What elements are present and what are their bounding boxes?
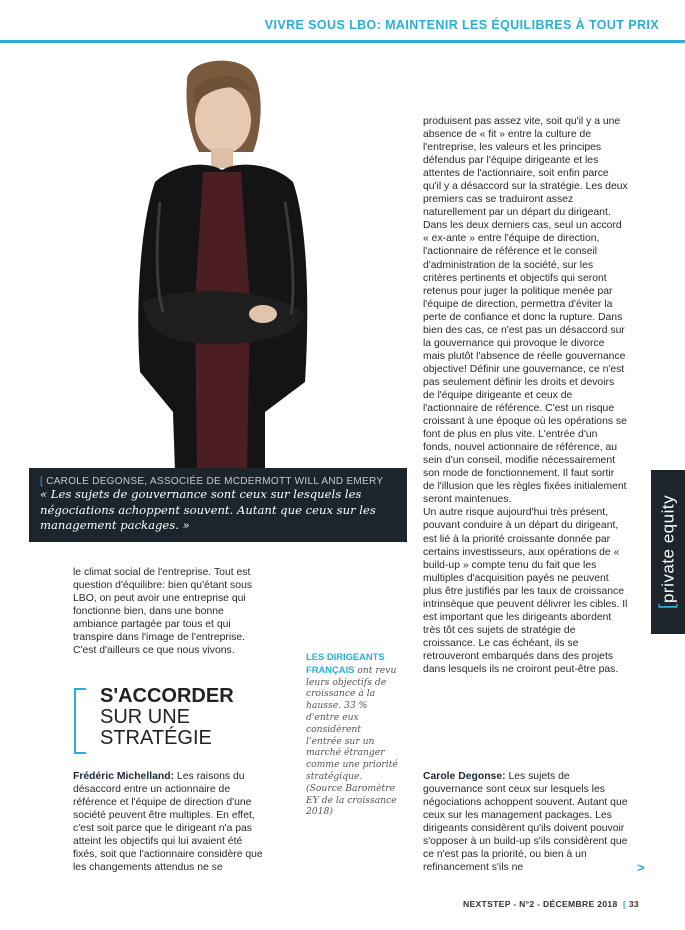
speaker-name: Frédéric Michelland: <box>73 771 175 782</box>
stat-sidebar: LES DIRIGEANTS FRANÇAIS ont revu leurs objectifs de croissance à la hausse. 33 % d'entre eux considèrent l'entrée sur un marché étranger comme une priorité stratégique. (Source Baromètre EY de la croissance 2018) <box>306 651 398 818</box>
hand <box>249 305 277 323</box>
section-heading: S'ACCORDER SUR UNE STRATÉGIE <box>100 685 234 749</box>
body-text-left-top: le climat social de l'entreprise. Tout est question d'équilibre: bien qu'étant sous LBO, on peut avoir une entreprise qui fonctionne bien, dans une bonne ambiance partagée par tous et qui transpire dans l'image de l'entreprise. C'est d'ailleurs ce que nous vivons. <box>73 567 253 657</box>
header-rule <box>0 40 685 43</box>
body-text-right-bottom: Carole Degonse: Les sujets de gouvernance sont ceux sur lesquels les négociations achoppent souvent. Autant que ceux sur les management packages. Les dirigeants considèrent qu'ils doivent pouvoir s'opposer à un build-up s'ils considèrent que ce n'est pas la priorité, ou bien à un refinancement s'ils ne <box>423 771 628 874</box>
section-tab-label: [private equity <box>656 494 679 610</box>
speaker-name: Carole Degonse: <box>423 771 506 782</box>
quote-attribution: [ CAROLE DEGONSE, ASSOCIÉE DE MCDERMOTT WILL AND EMERY <box>40 476 384 487</box>
portrait-photo <box>115 52 330 472</box>
running-header: VIVRE SOUS LBO: MAINTENIR LES ÉQUILIBRES À TOUT PRIX <box>264 18 659 32</box>
neck <box>211 148 233 168</box>
body-text-right: produisent pas assez vite, soit qu'il y a une absence de « fit » entre la culture de l'entreprise, les valeurs et les principes défendus par l'équipe dirigeante et les attentes de l'actionnaire, soit enfin parce qu'il y a désaccord sur la stratégie. Les deux premiers cas se traduiront assez naturellement par un départ du dirigeant. Dans les deux derniers cas, seul un accord « ex-ante » entre l'équipe de direction, l'actionnaire de référence et le conseil d'administration de la société, sur les critères pertinents et objectifs qui seront retenus pour juger la politique menée par l'équipe de direction, permettra d'éviter la perte de confiance et donc la rupture. Dans bien des cas, ce n'est pas un désaccord sur la gouvernance qui provoque le divorce mais plutôt l'absence de réelle gouvernance objective! Définir une gouvernance, ce n'est pas seulement définir les droits et devoirs de l'équipe dirigeante et ceux de l'actionnaire de référence. C'est un risque croissant à une époque où les opérations se font de plus en plus vite. L'entrée d'un fonds, nouvel actionnaire de référence, au sein d'un conseil, modifie nécessairement son mode de fonctionnement. Il faut sortir de l'illusion que les règles fixées initialement seront maintenues. Un autre risque aujourd'hui très présent, pouvant conduire à un départ du dirigeant, est lié à la priorité croissante donnée par certains investisseurs, aux opérations de « build-up » compte tenu du fait que les multiples d'acquisition payés ne peuvent plus être justifiés par les taux de croissance intrinsèque que peuvent délivrer les cibles. Il est important que les dirigeants abordent très tôt ces sujets de stratégie de croissance. Le cas échéant, ils se retrouveront embarqués dans des projets dans lesquels ils ne croiront peut-être pas. <box>423 116 628 675</box>
footer-issue: NEXTSTEP - N°2 - DÉCEMBRE 2018 [ 33 <box>462 899 639 909</box>
continue-arrow-icon: > <box>637 860 645 875</box>
pull-quote: « Les sujets de gouvernance sont ceux sur lesquels les négociations achoppent souvent. Autant que ceux sur les management packages. » <box>40 487 376 532</box>
body-text-left-bottom: Frédéric Michelland: Les raisons du désaccord entre un actionnaire de référence et l'équipe de direction d'une société peuvent être multiples. En effet, c'est soit parce que le dirigeant n'a pas atteint les objectifs qui lui avaient été fixés, soit que l'actionnaire considère que les changements attendus ne se <box>73 771 263 874</box>
section-bracket <box>74 688 86 754</box>
